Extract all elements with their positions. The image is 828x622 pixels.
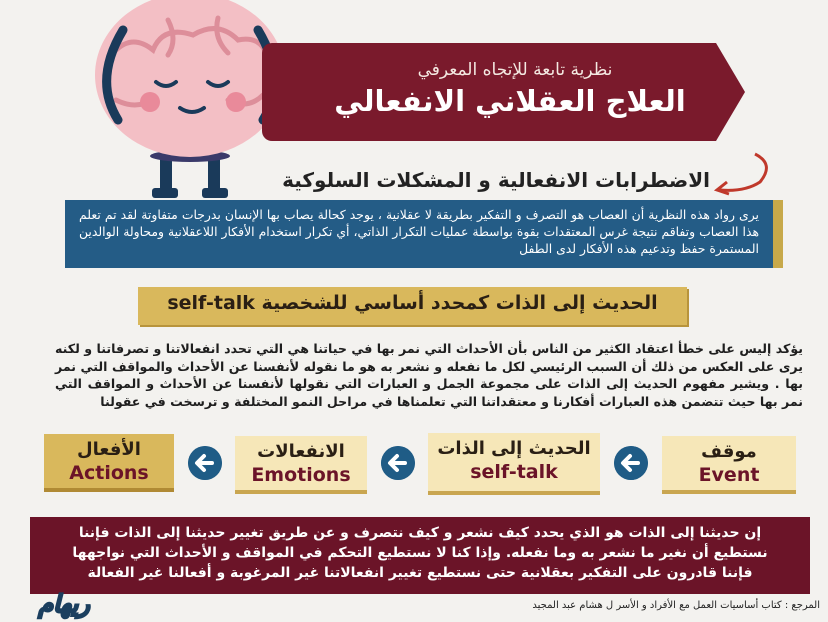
author-logo: ريهام — [38, 590, 90, 618]
actions-label-en: Actions — [69, 462, 149, 484]
selftalk-heading-ar: الحديث إلى الذات كمحدد أساسي للشخصية — [261, 292, 658, 314]
flow-box-selftalk — [428, 433, 600, 495]
reference-note: المرجع : كتاب أساسيات العمل مع الأفراد و الأسر ل هشام عبد المجيد — [532, 600, 820, 611]
arrow-left-circle-icon — [381, 446, 415, 480]
conclusion-box — [30, 517, 810, 594]
flow-box-event — [662, 436, 796, 494]
emotions-label-ar: الانفعالات — [257, 441, 345, 462]
flow-box-actions — [44, 434, 174, 492]
event-label-ar: موقف — [701, 441, 757, 462]
arrow-left-circle-icon — [614, 446, 648, 480]
flow-box-emotions — [235, 436, 367, 494]
emotions-label-en: Emotions — [251, 464, 351, 486]
neurosis-paragraph: يرى رواد هذه النظرية أن العصاب هو التصرف و التفكير بطريقة لا عقلانية ، يوجد كحالة يصاب بها الإنسان بدرجات متفاوتة لقد تم تعلم هذا العصاب وتفاقم نتيجة غرس المعتقدات بقوة بواسطة عمليات التكرار الذاتي، أي تكرار استخدام الأفكار اللاعقلانية ومحاولة الوالدين المستمرة حفظ وتدعيم هذه الأفكار لدى الطفل — [79, 207, 759, 256]
neurosis-info-box — [65, 200, 783, 268]
selftalk-label-ar: الحديث إلى الذات — [437, 438, 591, 459]
actions-label-ar: الأفعال — [77, 439, 141, 460]
header-subtitle: نظرية تابعة للإتجاه المعرفي — [417, 60, 613, 80]
selftalk-paragraph: يؤكد إليس على خطأ اعتقاد الكثير من الناس بأن الأحداث التي نمر بها في حياتنا هي التي تحدد انفعالاتنا و تصرفاتنا و لكنه يرى على العكس من ذلك أن السبب الرئيسي لكل ما نفعله و نشعر به هو ما نقوله لأنفسنا عن الأحداث والمواقف التي نمر بها . ويشير مفهوم الحديث إلى الذات على مجموعة الجمل و العبارات التي نقولها لأنفسنا عن الأحداث و المواقف التي نمر بها حيث تتضمن هذه العبارات أفكارنا و معتقداتنا التي تعلمناها في مراحل النمو المختلفة و ترسخت في عقولنا — [55, 341, 803, 409]
event-label-en: Event — [698, 464, 760, 486]
selftalk-heading-en: self-talk — [167, 292, 255, 314]
selftalk-heading — [150, 292, 675, 314]
page-title: العلاج العقلاني الانفعالي — [334, 84, 686, 118]
section-heading-disorders: الاضطرابات الانفعالية و المشكلات السلوكية — [282, 168, 710, 192]
curved-arrow-icon — [705, 148, 775, 196]
selftalk-label-en: self-talk — [470, 461, 558, 483]
conclusion-paragraph: إن حديثنا إلى الذات هو الذي يحدد كيف نشعر و كيف نتصرف و عن طريق تغيير حديثنا إلى الذات فإننا نستطيع أن نغير ما نشعر به وما نفعله. وإذا كنا لا نستطيع التحكم في المواقف و الأحداث التي نواجهها فإننا قادرون على التفكير بعقلانية حتى نستطيع تغيير انفعالاتنا غير المرغوبة و أفعالنا غير الفعالة — [72, 525, 768, 581]
arrow-left-circle-icon — [188, 446, 222, 480]
